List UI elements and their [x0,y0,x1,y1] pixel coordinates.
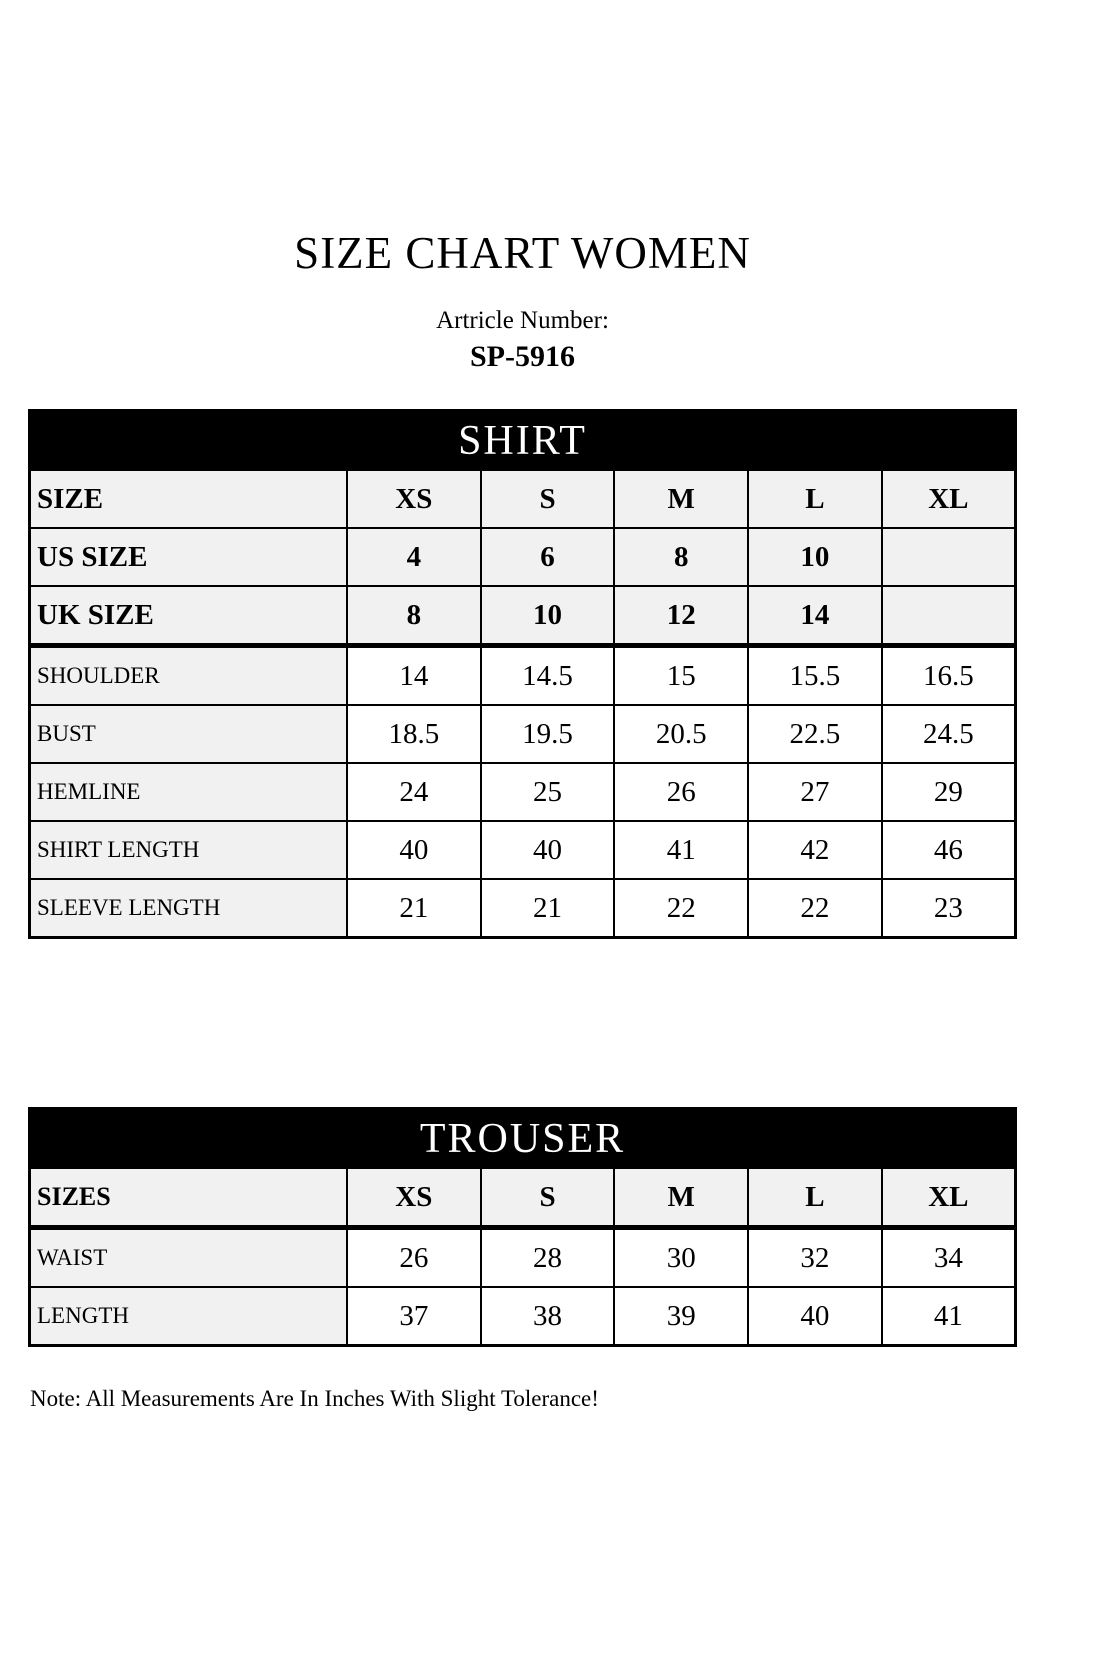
value-cell: 30 [614,1228,748,1288]
row-label-cell: US SIZE [30,528,348,586]
value-cell: 22.5 [748,705,882,763]
value-cell: 8 [347,586,481,646]
value-cell: 39 [614,1287,748,1346]
table-row-bust [30,705,1016,763]
article-number-label: Artricle Number: [436,306,609,334]
value-cell: 22 [748,879,882,938]
table-header-row [30,1109,1016,1169]
value-cell: 14 [748,586,882,646]
value-cell: 6 [481,528,615,586]
row-label-cell: SLEEVE LENGTH [30,879,348,938]
row-label-cell: LENGTH [30,1287,348,1346]
value-cell: S [481,470,615,528]
value-cell: 32 [748,1228,882,1288]
value-cell: 10 [748,528,882,586]
article-number-value: SP-5916 [470,340,575,374]
value-cell: 24 [347,763,481,821]
value-cell: 8 [614,528,748,586]
table-row-sleeve-length [30,879,1016,938]
value-cell: 34 [882,1228,1016,1288]
trouser-table [28,1107,1017,1347]
value-cell: 25 [481,763,615,821]
row-label-cell: HEMLINE [30,763,348,821]
value-cell: 37 [347,1287,481,1346]
value-cell: 26 [614,763,748,821]
value-cell: 29 [882,763,1016,821]
measurements-note: Note: All Measurements Are In Inches With Slight Tolerance! [30,1386,599,1412]
row-label-cell: SIZES [30,1168,348,1228]
value-cell: 27 [748,763,882,821]
value-cell: 26 [347,1228,481,1288]
table-row-size [30,470,1016,528]
value-cell: 18.5 [347,705,481,763]
row-label-cell: SIZE [30,470,348,528]
value-cell: 46 [882,821,1016,879]
value-cell [882,586,1016,646]
value-cell: 19.5 [481,705,615,763]
row-label-cell: SHOULDER [30,646,348,706]
value-cell: 14.5 [481,646,615,706]
value-cell: 15 [614,646,748,706]
value-cell: 16.5 [882,646,1016,706]
table-row-waist [30,1228,1016,1288]
value-cell: 40 [481,821,615,879]
value-cell: XL [882,470,1016,528]
value-cell: 41 [882,1287,1016,1346]
value-cell: S [481,1168,615,1228]
value-cell [882,528,1016,586]
value-cell: 20.5 [614,705,748,763]
table-header-row [30,411,1016,471]
value-cell: 24.5 [882,705,1016,763]
table-row-shoulder [30,646,1016,706]
value-cell: 41 [614,821,748,879]
value-cell: L [748,470,882,528]
value-cell: 38 [481,1287,615,1346]
value-cell: 40 [748,1287,882,1346]
value-cell: 21 [481,879,615,938]
table-row-hemline [30,763,1016,821]
page-title: SIZE CHART WOMEN [294,228,751,278]
size-chart-page [28,0,1017,1413]
row-label-cell: WAIST [30,1228,348,1288]
value-cell: 23 [882,879,1016,938]
table-row-uk-size [30,586,1016,646]
value-cell: L [748,1168,882,1228]
value-cell: 14 [347,646,481,706]
value-cell: 42 [748,821,882,879]
table-row-shirt-length [30,821,1016,879]
row-label-cell: BUST [30,705,348,763]
value-cell: XL [882,1168,1016,1228]
shirt-table-header: SHIRT [30,411,1016,471]
value-cell: 22 [614,879,748,938]
value-cell: 28 [481,1228,615,1288]
value-cell: 21 [347,879,481,938]
table-row-us-size [30,528,1016,586]
row-label-cell: SHIRT LENGTH [30,821,348,879]
trouser-table-header: TROUSER [30,1109,1016,1169]
table-row-sizes [30,1168,1016,1228]
table-row-length [30,1287,1016,1346]
value-cell: M [614,470,748,528]
value-cell: 15.5 [748,646,882,706]
value-cell: 10 [481,586,615,646]
value-cell: M [614,1168,748,1228]
value-cell: 40 [347,821,481,879]
shirt-table [28,409,1017,939]
row-label-cell: UK SIZE [30,586,348,646]
value-cell: XS [347,470,481,528]
value-cell: 12 [614,586,748,646]
value-cell: 4 [347,528,481,586]
value-cell: XS [347,1168,481,1228]
